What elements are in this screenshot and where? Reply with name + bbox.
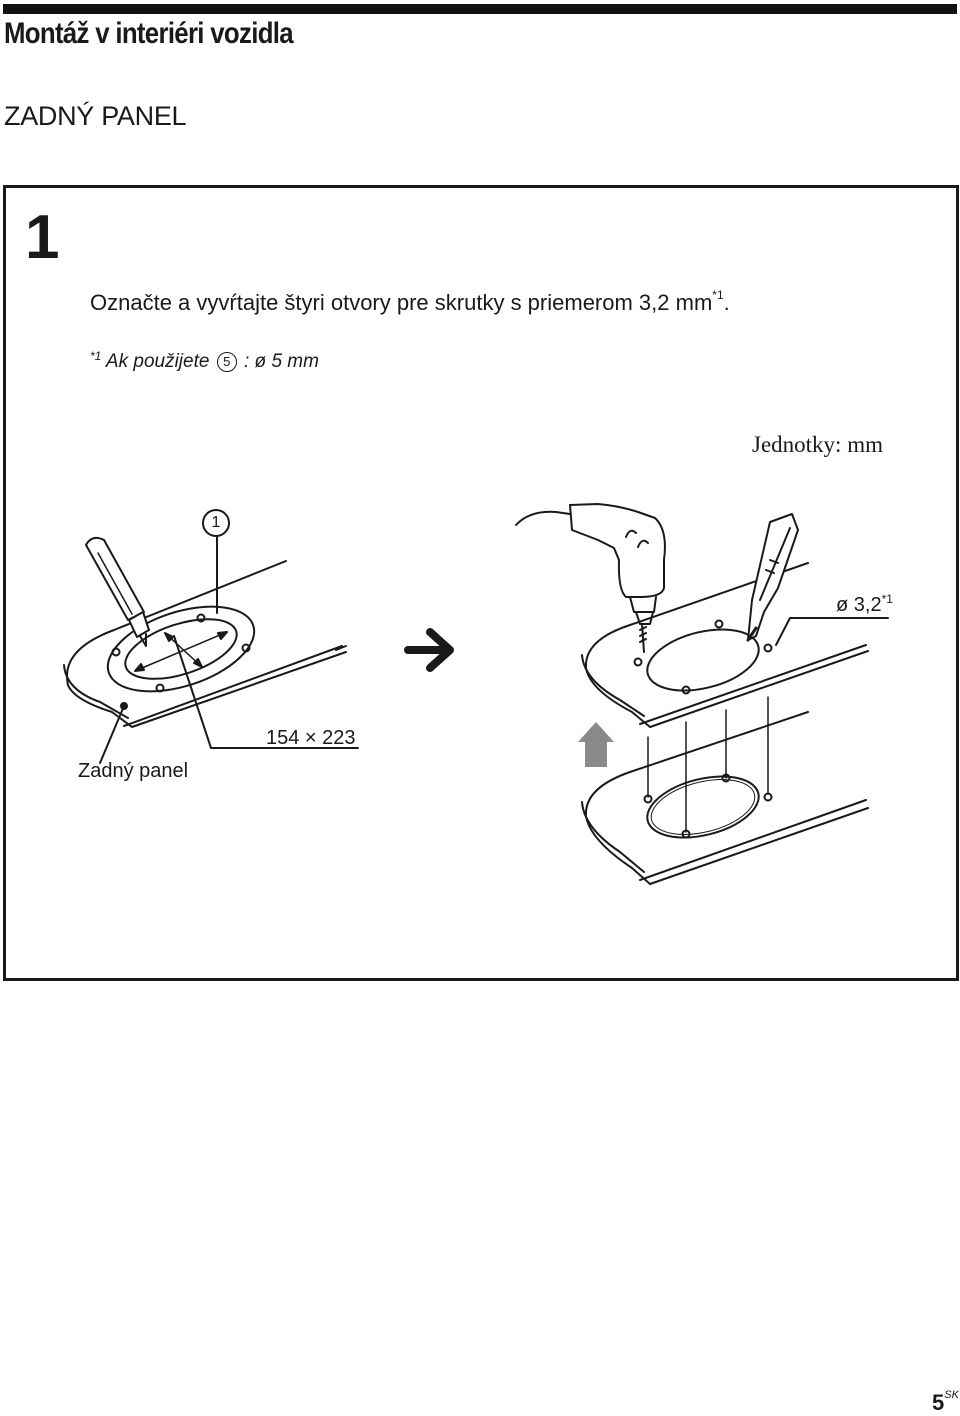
footnote-mark: *1 (90, 349, 102, 363)
up-arrow-icon (578, 722, 614, 767)
drill-icon (516, 504, 665, 652)
cutter-knife-icon (748, 514, 798, 640)
hole-footnote-ref: *1 (881, 592, 893, 606)
language-code: SK (944, 1389, 959, 1401)
step-number: 1 (25, 203, 60, 272)
instruction-end: . (723, 290, 730, 315)
section-title: Montáž v interiéri vozidla (4, 17, 293, 50)
rear-panel-left (64, 561, 346, 727)
page-number (932, 1390, 959, 1416)
part-5-reference: 5 (217, 352, 237, 372)
part-1-callout: 1 (202, 509, 230, 537)
rear-panel-right-bottom (582, 712, 868, 884)
footnote-value: : ø 5 mm (244, 351, 319, 372)
hole-diameter-text: ø 3,2 (836, 594, 882, 616)
instruction-text: Označte a vyvŕtajte štyri otvory pre skrutky s priemerom 3,2 mm (90, 290, 713, 315)
leader-panel (100, 706, 124, 763)
hole-diameter-label (836, 594, 893, 617)
leader-hole (776, 618, 888, 645)
instruction-footnote-ref: *1 (712, 288, 724, 302)
panel-label: Zadný panel (78, 760, 189, 782)
marker-pen (86, 538, 149, 646)
next-arrow-icon (408, 632, 450, 668)
cutout-dimension: 154 × 223 (266, 727, 356, 749)
units-label: Jednotky: mm (752, 432, 883, 457)
page-number-value: 5 (932, 1390, 945, 1415)
footnote-text: Ak použijete (105, 351, 210, 372)
alignment-guides (648, 697, 768, 832)
sub-title: ZADNÝ PANEL (4, 101, 187, 131)
